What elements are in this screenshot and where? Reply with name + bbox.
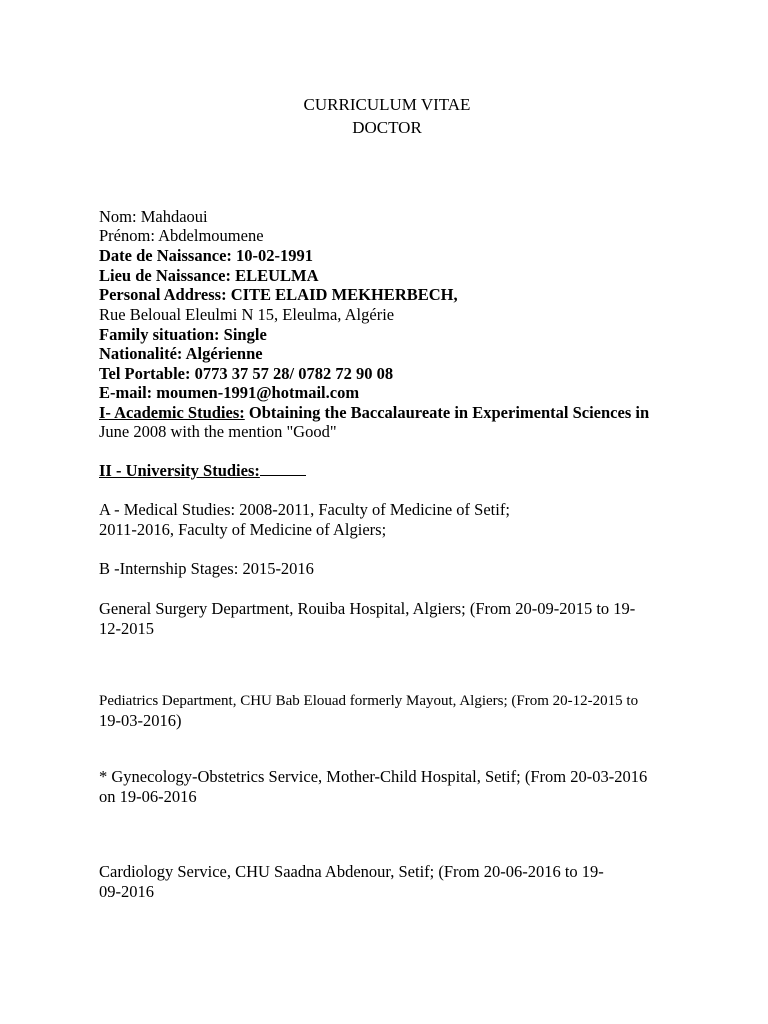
academic-studies-line [99,403,649,423]
birth-date-label: Date de Naissance: [99,246,237,265]
internship-general-surgery: General Surgery Department, Rouiba Hospital, Algiers; (From 20-09-2015 to 19- [99,599,636,618]
nationality-value: Algérienne [185,344,263,363]
phone-value: 0773 37 57 28/ 0782 72 90 08 [194,364,394,383]
address-line-2: Rue Beloual Eleulmi N 15, Eleulma, Algérie [99,305,395,324]
email-value: moumen-1991@hotmail.com [156,383,360,402]
nationality-label: Nationalité: [99,344,186,363]
internship-gynecology: * Gynecology-Obstetrics Service, Mother-Child Hospital, Setif; (From 20-03-2016 [99,767,648,786]
internship-gynecology-line-2: on 19-06-2016 [99,787,197,806]
document-subtitle: DOCTOR [352,118,422,137]
family-situation-label: Family situation: [99,325,224,344]
medical-studies-line: A - Medical Studies: 2008-2011, Faculty of Medicine of Setif; [99,500,510,519]
medical-studies-line-2: 2011-2016, Faculty of Medicine of Algiers; [99,520,387,539]
birth-date-value: 10-02-1991 [236,246,314,265]
address-label: Personal Address: [99,285,231,304]
birth-place-line [99,266,319,286]
phone-line [99,364,393,384]
birth-place-value: ELEULMA [235,266,319,285]
phone-label: Tel Portable: [99,364,195,383]
first-name-line: Prénom: Abdelmoumene [99,226,264,245]
email-line [99,383,359,403]
university-studies-line [99,461,306,481]
birth-date-line [99,246,313,266]
family-situation-value: Single [223,325,267,344]
academic-studies-heading: I- Academic Studies: [99,403,245,422]
internship-pediatrics-line-2: 19-03-2016) [99,711,182,730]
internship-stages-line: B -Internship Stages: 2015-2016 [99,559,314,578]
family-situation-line [99,325,267,345]
internship-cardiology-line-2: 09-2016 [99,882,154,901]
academic-studies-line-2: June 2008 with the mention "Good" [99,422,337,441]
internship-general-surgery-line-2: 12-2015 [99,619,154,638]
address-value: CITE ELAID MEKHERBECH, [230,285,458,304]
email-label: E-mail: [99,383,157,402]
internship-cardiology: Cardiology Service, CHU Saadna Abdenour, Setif; (From 20-06-2016 to 19- [99,862,604,881]
nationality-line [99,344,263,364]
heading-underline-tail [260,461,306,476]
university-studies-heading: II - University Studies: [99,461,260,480]
academic-studies-text: Obtaining the Baccalaureate in Experimental Sciences in [244,403,650,422]
address-line [99,285,458,305]
birth-place-label: Lieu de Naissance: [99,266,236,285]
name-line: Nom: Mahdaoui [99,207,208,226]
internship-pediatrics: Pediatrics Department, CHU Bab Elouad formerly Mayout, Algiers; (From 20-12-2015 to [99,693,639,709]
document-title: CURRICULUM VITAE [303,95,471,114]
